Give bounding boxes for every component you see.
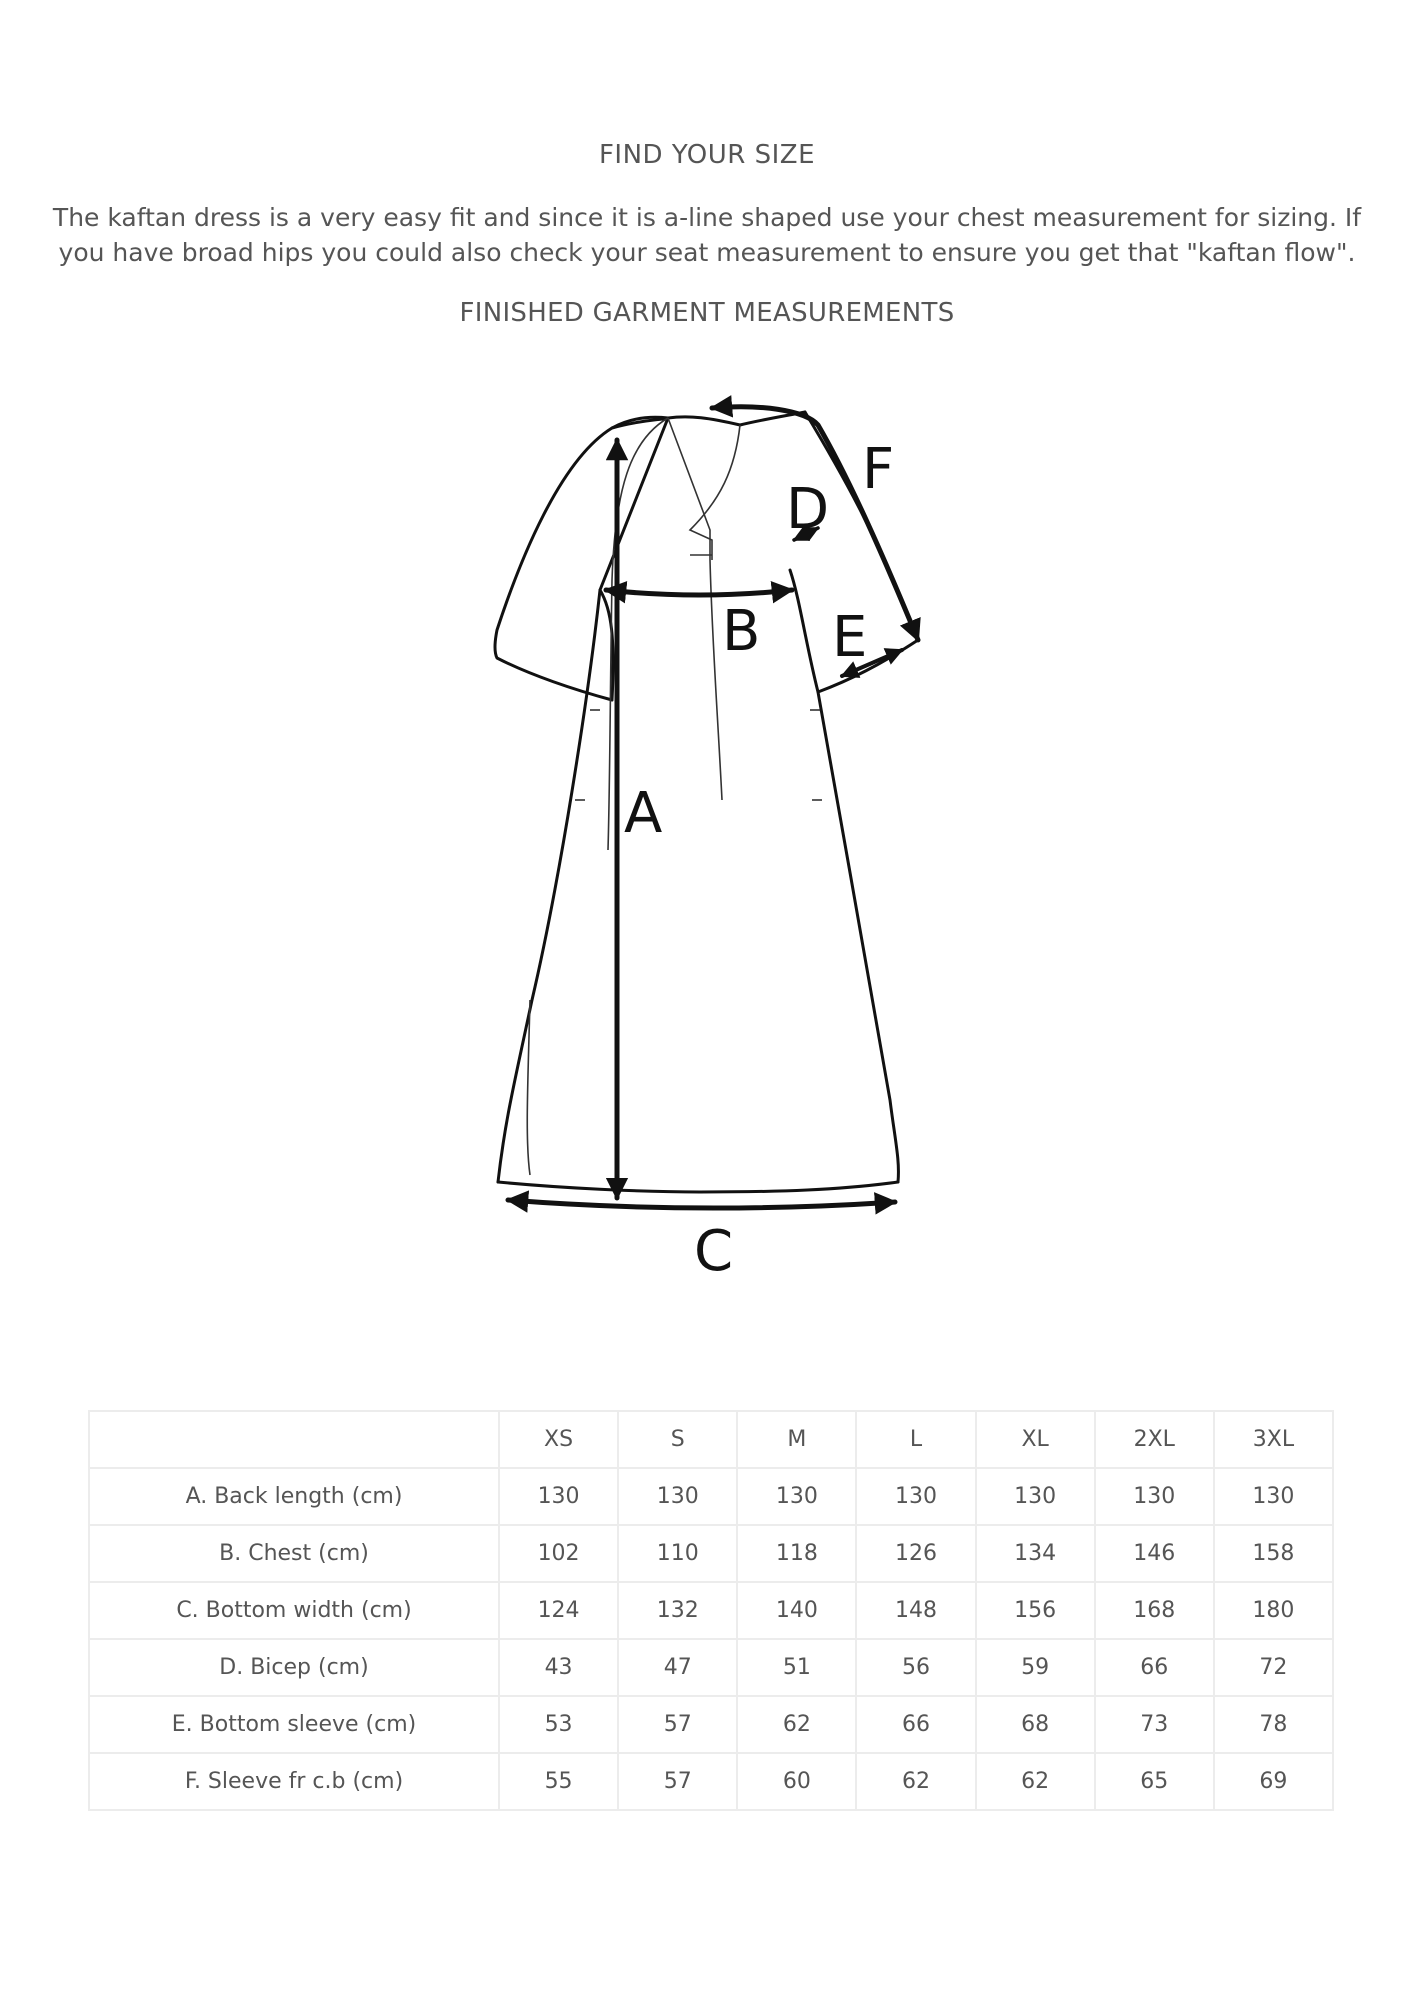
measurement-cell: 57 xyxy=(618,1753,737,1810)
dress-illustration xyxy=(0,380,1414,1300)
row-label: A. Back length (cm) xyxy=(89,1468,499,1525)
kaftan-dress-diagram xyxy=(0,380,1414,1300)
size-header: XL xyxy=(976,1411,1095,1468)
measurement-cell: 65 xyxy=(1095,1753,1214,1810)
measurement-cell: 72 xyxy=(1214,1639,1333,1696)
table-row xyxy=(89,1468,1333,1525)
measurement-cell: 55 xyxy=(499,1753,618,1810)
measurement-cell: 168 xyxy=(1095,1582,1214,1639)
size-header: XS xyxy=(499,1411,618,1468)
measurement-cell: 102 xyxy=(499,1525,618,1582)
section-subtitle: FINISHED GARMENT MEASUREMENTS xyxy=(459,298,955,328)
measurement-cell: 59 xyxy=(976,1639,1095,1696)
measurement-cell: 53 xyxy=(499,1696,618,1753)
measurement-cell: 156 xyxy=(976,1582,1095,1639)
size-header: S xyxy=(618,1411,737,1468)
table-header-row xyxy=(89,1411,1333,1468)
arrow-b xyxy=(606,590,792,595)
measurement-cell: 130 xyxy=(737,1468,856,1525)
size-header: L xyxy=(856,1411,975,1468)
label-d: D xyxy=(786,477,830,542)
measurement-cell: 130 xyxy=(1214,1468,1333,1525)
measurement-cell: 51 xyxy=(737,1639,856,1696)
row-label: D. Bicep (cm) xyxy=(89,1639,499,1696)
size-chart-table xyxy=(88,1410,1334,1811)
measurement-cell: 57 xyxy=(618,1696,737,1753)
measurement-cell: 66 xyxy=(856,1696,975,1753)
measurement-cell: 140 xyxy=(737,1582,856,1639)
measurement-cell: 180 xyxy=(1214,1582,1333,1639)
label-a: A xyxy=(624,781,663,846)
size-header: 2XL xyxy=(1095,1411,1214,1468)
measurement-cell: 68 xyxy=(976,1696,1095,1753)
label-f: F xyxy=(862,437,895,502)
measurement-cell: 60 xyxy=(737,1753,856,1810)
table-row xyxy=(89,1639,1333,1696)
measurement-cell: 148 xyxy=(856,1582,975,1639)
measurement-cell: 130 xyxy=(1095,1468,1214,1525)
arrow-c xyxy=(508,1200,895,1208)
table-row xyxy=(89,1696,1333,1753)
table-row xyxy=(89,1753,1333,1810)
row-label: B. Chest (cm) xyxy=(89,1525,499,1582)
size-header: 3XL xyxy=(1214,1411,1333,1468)
table-row xyxy=(89,1525,1333,1582)
dress-outline xyxy=(495,412,918,1192)
measurement-cell: 130 xyxy=(499,1468,618,1525)
measurement-cell: 62 xyxy=(976,1753,1095,1810)
measurement-cell: 130 xyxy=(618,1468,737,1525)
measurement-cell: 158 xyxy=(1214,1525,1333,1582)
corner-cell xyxy=(89,1411,499,1468)
measurement-cell: 110 xyxy=(618,1525,737,1582)
intro-paragraph: The kaftan dress is a very easy fit and since it is a-line shaped use your chest measurement for sizing. If you have broad hips you could also check your seat measurement to ensure you get that "kaftan flow". xyxy=(52,203,1362,267)
measurement-cell: 132 xyxy=(618,1582,737,1639)
measurement-cell: 118 xyxy=(737,1525,856,1582)
row-label: F. Sleeve fr c.b (cm) xyxy=(89,1753,499,1810)
label-c: C xyxy=(694,1219,734,1284)
label-b: B xyxy=(722,599,761,664)
measurement-cell: 146 xyxy=(1095,1525,1214,1582)
measurement-cell: 126 xyxy=(856,1525,975,1582)
row-label: C. Bottom width (cm) xyxy=(89,1582,499,1639)
measurement-cell: 130 xyxy=(976,1468,1095,1525)
measurement-cell: 78 xyxy=(1214,1696,1333,1753)
table-row xyxy=(89,1582,1333,1639)
size-header: M xyxy=(737,1411,856,1468)
measurement-cell: 62 xyxy=(737,1696,856,1753)
measurement-cell: 69 xyxy=(1214,1753,1333,1810)
label-e: E xyxy=(832,605,868,670)
measurement-cell: 62 xyxy=(856,1753,975,1810)
measurement-cell: 134 xyxy=(976,1525,1095,1582)
measurement-cell: 130 xyxy=(856,1468,975,1525)
measurement-cell: 124 xyxy=(499,1582,618,1639)
measurement-cell: 47 xyxy=(618,1639,737,1696)
measurement-cell: 66 xyxy=(1095,1639,1214,1696)
page-title: FIND YOUR SIZE xyxy=(598,140,816,170)
row-label: E. Bottom sleeve (cm) xyxy=(89,1696,499,1753)
measurement-cell: 43 xyxy=(499,1639,618,1696)
measurement-cell: 56 xyxy=(856,1639,975,1696)
measurement-cell: 73 xyxy=(1095,1696,1214,1753)
